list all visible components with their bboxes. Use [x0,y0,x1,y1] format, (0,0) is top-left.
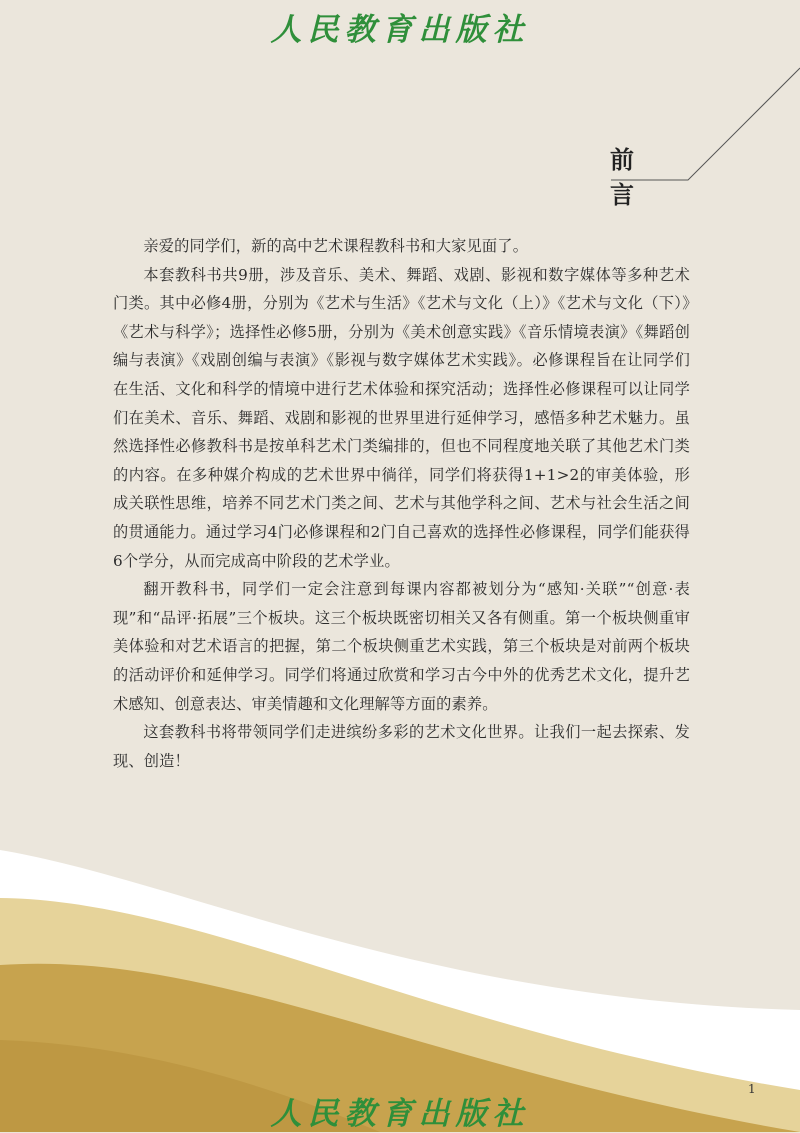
publisher-logo-bottom: 人民教育出版社 [270,1096,530,1132]
preface-body [113,232,690,775]
paragraph-3: 翻开教科书，同学们一定会注意到每课内容都被划分为“感知·关联”“创意·表现”和“品评·拓展”三个板块。这三个板块既密切相关又各有侧重。第一个板块侧重审美体验和对艺术语言的把握，第二个板块侧重艺术实践，第三个板块是对前两个板块的活动评价和延伸学习。同学们将通过欣赏和学习古今中外的优秀艺术文化，提升艺术感知、创意表达、审美情趣和文化理解等方面的素养。 [113,580,690,713]
publisher-logo-top: 人民教育出版社 [270,12,530,48]
paragraph-2: 本套教科书共9册，涉及音乐、美术、舞蹈、戏剧、影视和数字媒体等多种艺术门类。其中必修4册，分别为《艺术与生活》《艺术与文化（上）》《艺术与文化（下）》《艺术与科学》；选择性必修5册，分别为《美术创意实践》《音乐情境表演》《舞蹈创编与表演》《戏剧创编与表演》《影视与数字媒体艺术实践》。必修课程旨在让同学们在生活、文化和科学的情境中进行艺术体验和探究活动；选择性必修课程可以让同学们在美术、音乐、舞蹈、戏剧和影视的世界里进行延伸学习，感悟多种艺术魅力。虽然选择性必修教科书是按单科艺术门类编排的，但也不同程度地关联了其他艺术门类的内容。在多种媒介构成的艺术世界中徜徉，同学们将获得1+1>2的审美体验，形成关联性思维，培养不同艺术门类之间、艺术与其他学科之间、艺术与社会生活之间的贯通能力。通过学习4门必修课程和2门自己喜欢的选择性必修课程，同学们能获得6个学分，从而完成高中阶段的艺术学业。 [113,265,690,570]
page-title: 前言 [610,145,654,209]
paragraph-4: 这套教科书将带领同学们走进缤纷多彩的艺术文化世界。让我们一起去探索、发现、创造！ [113,723,690,770]
paragraph-1: 亲爱的同学们，新的高中艺术课程教科书和大家见面了。 [143,237,529,255]
page-number: 1 [748,1082,756,1096]
